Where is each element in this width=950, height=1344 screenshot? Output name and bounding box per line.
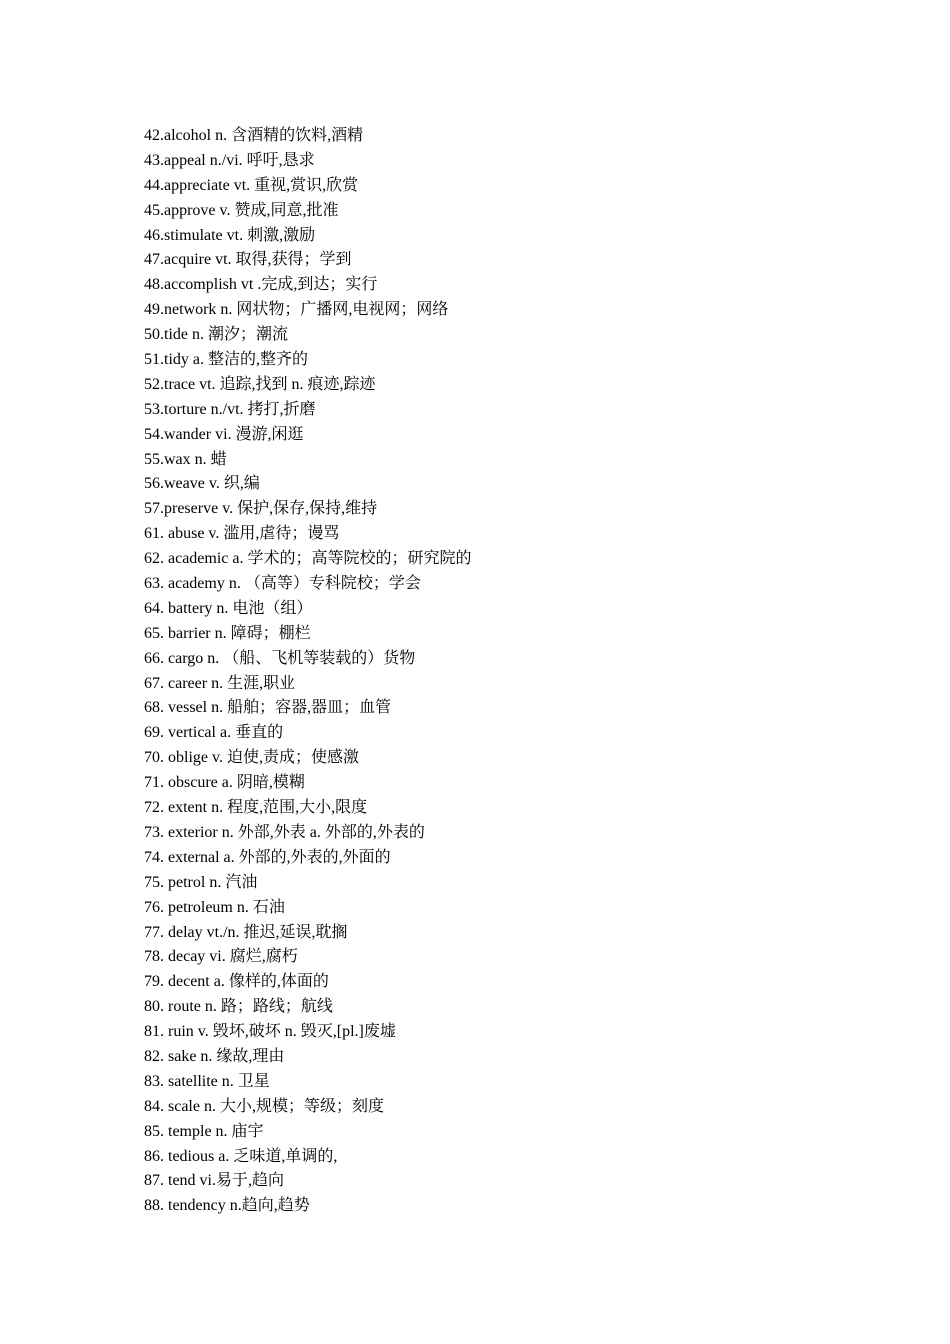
list-item: 46.stimulate vt. 刺激,激励 bbox=[144, 226, 316, 244]
list-item: 78. decay vi. 腐烂,腐朽 bbox=[144, 948, 298, 966]
list-item: 73. exterior n. 外部,外表 a. 外部的,外表的 bbox=[144, 823, 425, 841]
list-item: 72. extent n. 程度,范围,大小,限度 bbox=[144, 799, 368, 817]
list-item: 74. external a. 外部的,外表的,外面的 bbox=[144, 848, 391, 866]
list-item: 66. cargo n. （船、飞机等装载的）货物 bbox=[144, 649, 416, 667]
list-item: 57.preserve v. 保护,保存,保持,维持 bbox=[144, 500, 378, 518]
list-item: 44.appreciate vt. 重视,赏识,欣赏 bbox=[144, 176, 359, 194]
list-item: 55.wax n. 蜡 bbox=[144, 450, 227, 468]
list-item: 64. battery n. 电池（组） bbox=[144, 599, 313, 617]
list-item: 71. obscure a. 阴暗,模糊 bbox=[144, 774, 305, 792]
list-item: 45.approve v. 赞成,同意,批准 bbox=[144, 201, 339, 219]
list-item: 52.trace vt. 追踪,找到 n. 痕迹,踪迹 bbox=[144, 375, 376, 393]
list-item: 76. petroleum n. 石油 bbox=[144, 898, 285, 916]
list-item: 81. ruin v. 毁坏,破坏 n. 毁灭,[pl.]废墟 bbox=[144, 1023, 396, 1041]
list-item: 82. sake n. 缘故,理由 bbox=[144, 1047, 285, 1065]
list-item: 56.weave v. 织,编 bbox=[144, 475, 260, 493]
list-item: 50.tide n. 潮汐；潮流 bbox=[144, 326, 288, 344]
list-item: 65. barrier n. 障碍；棚栏 bbox=[144, 624, 311, 642]
list-item: 79. decent a. 像样的,体面的 bbox=[144, 973, 329, 991]
list-item: 87. tend vi.易于,趋向 bbox=[144, 1172, 284, 1190]
list-item: 61. abuse v. 滥用,虐待；谩骂 bbox=[144, 525, 340, 543]
list-item: 83. satellite n. 卫星 bbox=[144, 1072, 270, 1090]
list-item: 51.tidy a. 整洁的,整齐的 bbox=[144, 351, 308, 369]
list-item: 63. academy n. （高等）专科院校；学会 bbox=[144, 575, 421, 593]
list-item: 75. petrol n. 汽油 bbox=[144, 873, 258, 891]
list-item: 77. delay vt./n. 推迟,延误,耽搁 bbox=[144, 923, 348, 941]
list-item: 80. route n. 路；路线；航线 bbox=[144, 998, 333, 1016]
list-item: 86. tedious a. 乏味道,单调的, bbox=[144, 1147, 338, 1165]
list-item: 84. scale n. 大小,规模；等级；刻度 bbox=[144, 1097, 384, 1115]
list-item: 70. oblige v. 迫使,责成；使感激 bbox=[144, 749, 359, 767]
list-item: 48.accomplish vt .完成,到达；实行 bbox=[144, 276, 378, 294]
list-item: 88. tendency n.趋向,趋势 bbox=[144, 1197, 310, 1215]
list-item: 69. vertical a. 垂直的 bbox=[144, 724, 284, 742]
list-item: 49.network n. 网状物；广播网,电视网；网络 bbox=[144, 301, 449, 319]
list-item: 43.appeal n./vi. 呼吁,恳求 bbox=[144, 151, 315, 169]
list-item: 67. career n. 生涯,职业 bbox=[144, 674, 296, 692]
list-item: 42.alcohol n. 含酒精的饮料,酒精 bbox=[144, 127, 364, 144]
list-item: 68. vessel n. 船舶；容器,器皿；血管 bbox=[144, 699, 392, 717]
list-item: 53.torture n./vt. 拷打,折磨 bbox=[144, 400, 316, 418]
list-item: 62. academic a. 学术的；高等院校的；研究院的 bbox=[144, 550, 472, 568]
vocabulary-list bbox=[144, 124, 472, 1219]
list-item: 85. temple n. 庙宇 bbox=[144, 1122, 264, 1140]
list-item: 47.acquire vt. 取得,获得；学到 bbox=[144, 251, 352, 269]
list-item: 54.wander vi. 漫游,闲逛 bbox=[144, 425, 304, 443]
